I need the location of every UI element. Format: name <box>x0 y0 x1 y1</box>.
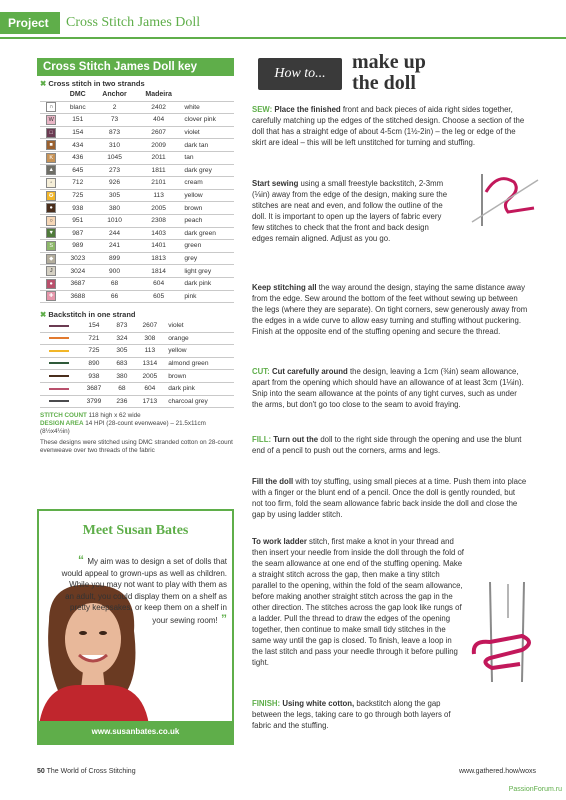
key-row: □ 154 873 2607 violet <box>40 126 234 139</box>
key-row: J 3024 900 1814 light grey <box>40 265 234 278</box>
symbol-swatch: ∩ <box>46 102 56 112</box>
symbol-swatch: ✚ <box>46 291 56 301</box>
thread-line <box>49 337 69 339</box>
backstitch-row: 721 324 308 orange <box>40 332 234 345</box>
thread-line <box>49 325 69 327</box>
backstitch-row: 938 380 2005 brown <box>40 370 234 383</box>
designer-heading: Meet Susan Bates <box>82 523 189 538</box>
key-row: ∩ blanc 2 2402 white <box>40 101 234 114</box>
key-title: Cross Stitch James Doll key <box>37 58 234 76</box>
backstitch-row: 890 683 1314 almond green <box>40 357 234 370</box>
symbol-swatch: ▲ <box>46 165 56 175</box>
symbol-swatch: J <box>46 266 56 276</box>
symbol-swatch: S <box>46 241 56 251</box>
symbol-swatch: ● <box>46 279 56 289</box>
instruction-paragraph: Start sewing using a small freestyle backstitch, 2-3mm (⅛in) away from the edge of the design, making sure the stitches are neat and even, and follow the outline of the doll. It is important to open up the layers of fabric every few stitches to check that the front and back design edges remain aligned. Adjust as you go. <box>252 179 448 243</box>
symbol-swatch: ● <box>46 203 56 213</box>
designer-quote: “ My aim was to design a set of dolls that would appeal to grown-ups as well as children. While you may not want to play with them as an adult, you could display them on a shelf as pretty keepsakes, or keep them on a shelf in your sewing room! ” <box>61 553 227 626</box>
key-row: ● 938 380 2005 brown <box>40 202 234 215</box>
header-rule <box>0 37 566 39</box>
page-title: Cross Stitch James Doll <box>66 15 201 30</box>
instruction-paragraph: To work ladder stitch, first make a knot in your thread and then insert your needle from inside the doll through the fold of the seam allowance at one end of the stuffing opening. Make a straight stitch across the gap, then make a tiny stitch parallel to the opening, within the fold of the seam allowance, before making another straight stitch across the gap in the other direction. The stitches across the gap look like rungs of a ladder. Pull the thread to draw the edges of the opening together, then continue to make small tidy stitches in the same way until the gap is closed. To finish, leave a loop in the last stitch and pass your needle through it before pulling tight. <box>252 537 464 667</box>
instruction-paragraph: FILL: Turn out the doll to the right side through the opening and use the blunt end of a pencil to push out the corners, arms and legs. <box>252 435 522 455</box>
instruction-paragraph: Keep stitching all the way around the design, staying the same distance away from the edge. Sew around the bottom of the feet without sewing up between the legs (where they are separate). On tight corners, sew generously away from the edges in a wide curve to allow easy turning and stuffing without puckering. Finish at the opposite end of the stuffing opening and secure the thread. <box>252 283 528 336</box>
thread-line <box>49 375 69 377</box>
stitch-info: STITCH COUNT 118 high x 62 wide DESIGN AREA 14 HPI (28-count evenweave) – 21.5x11cm (8½x4½in) These designs were stitched using DMC stranded cotton on 28-count evenweave over two threads of the fabric <box>40 412 233 454</box>
symbol-swatch: ■ <box>46 140 56 150</box>
one-strand-table <box>40 320 234 408</box>
two-strands-table: DMC Anchor Madeira ∩ blanc 2 2402 white W 151 73 404 clover pink □ 154 873 2607 violet ■ 434 310 2009 dark tan K 436 1045 2011 tan ▲ 645 273 1811 dark grey ◦ 712 926 2101 cream ✪ 725 305 113 yellow ● 938 380 2005 brown ○ 951 1010 2308 peach ▼ 987 244 1403 dark green S 989 241 1401 green ◆ 3023 899 1813 grey J 3024 900 1814 light grey ● 3687 68 604 dark pink ✚ 3688 66 605 pink <box>40 89 234 303</box>
key-row: W 151 73 404 clover pink <box>40 114 234 127</box>
thread-line <box>49 350 69 352</box>
thread-line <box>49 388 69 390</box>
key-row: ▲ 645 273 1811 dark grey <box>40 164 234 177</box>
backstitch-row: 3799 236 1713 charcoal grey <box>40 395 234 408</box>
key-row: ◦ 712 926 2101 cream <box>40 177 234 190</box>
symbol-swatch: □ <box>46 128 56 138</box>
thread-line <box>49 362 69 364</box>
footer-url[interactable]: www.gathered.how/woxs <box>458 768 536 775</box>
key-row: K 436 1045 2011 tan <box>40 151 234 164</box>
backstitch-row: 154 873 2607 violet <box>40 320 234 332</box>
backstitch-row: 3687 68 604 dark pink <box>40 382 234 395</box>
backstitch-row: 725 305 113 yellow <box>40 345 234 358</box>
instruction-paragraph: FINISH: Using white cotton, backstitch along the gap between the legs, taking care to go through both layers of fabric and the stuffing. <box>252 699 451 730</box>
how-to-badge: How to... <box>258 58 342 90</box>
watermark: PassionForum.ru <box>508 786 562 793</box>
instruction-paragraph: Fill the doll with toy stuffing, using small pieces at a time. Push them into place with a finger or the blunt end of a pencil. Once the doll is gently rounded, but not too firm, fold the seam allowance fabric back inside the doll and close the gap by using ladder stitch. <box>252 477 527 519</box>
designer-website-link[interactable]: www.susanbates.co.uk <box>39 721 232 743</box>
key-row: ◆ 3023 899 1813 grey <box>40 252 234 265</box>
symbol-swatch: ○ <box>46 216 56 226</box>
symbol-swatch: ▼ <box>46 228 56 238</box>
needle-illustration-bottom <box>470 578 542 686</box>
needle-illustration-top <box>468 168 540 232</box>
key-row: S 989 241 1401 green <box>40 240 234 253</box>
instruction-paragraph: SEW: Place the finished front and back pieces of aida right sides together, carefully matching up the edges of the stitched design. Choose a section of the doll that has a straight edge of about 4-5cm (1½-2in) – the leg or edge of the skirt are ideal – this will be left unstitched for turning and stuffing. <box>252 105 525 147</box>
symbol-swatch: K <box>46 153 56 163</box>
key-row: ● 3687 68 604 dark pink <box>40 277 234 290</box>
symbol-swatch: ✪ <box>46 191 56 201</box>
thread-line <box>49 400 69 402</box>
symbol-swatch: ◆ <box>46 254 56 264</box>
one-strand-heading: ✖ Backstitch in one strand <box>40 310 136 319</box>
symbol-swatch: ◦ <box>46 178 56 188</box>
instruction-paragraph: CUT: Cut carefully around the design, leaving a 1cm (⅜in) seam allowance, apart from the opening which should have an allowance of at least 3cm (1⅛in). Snip into the seam allowance at the points of any tight curves, such as under the arms, but don't go too close to the seam to avoid fraying. <box>252 367 524 409</box>
key-row: ■ 434 310 2009 dark tan <box>40 139 234 152</box>
how-to-heading: make up the doll <box>352 51 426 94</box>
key-row: ○ 951 1010 2308 peach <box>40 214 234 227</box>
symbol-swatch: W <box>46 115 56 125</box>
meet-designer-box <box>37 509 234 745</box>
key-row: ▼ 987 244 1403 dark green <box>40 227 234 240</box>
two-strands-heading: ✖ Cross stitch in two strands <box>40 79 145 88</box>
project-tab: Project <box>0 12 60 34</box>
key-row: ✪ 725 305 113 yellow <box>40 189 234 202</box>
footer-left: 50 The World of Cross Stitching <box>37 768 136 775</box>
key-row: ✚ 3688 66 605 pink <box>40 290 234 303</box>
